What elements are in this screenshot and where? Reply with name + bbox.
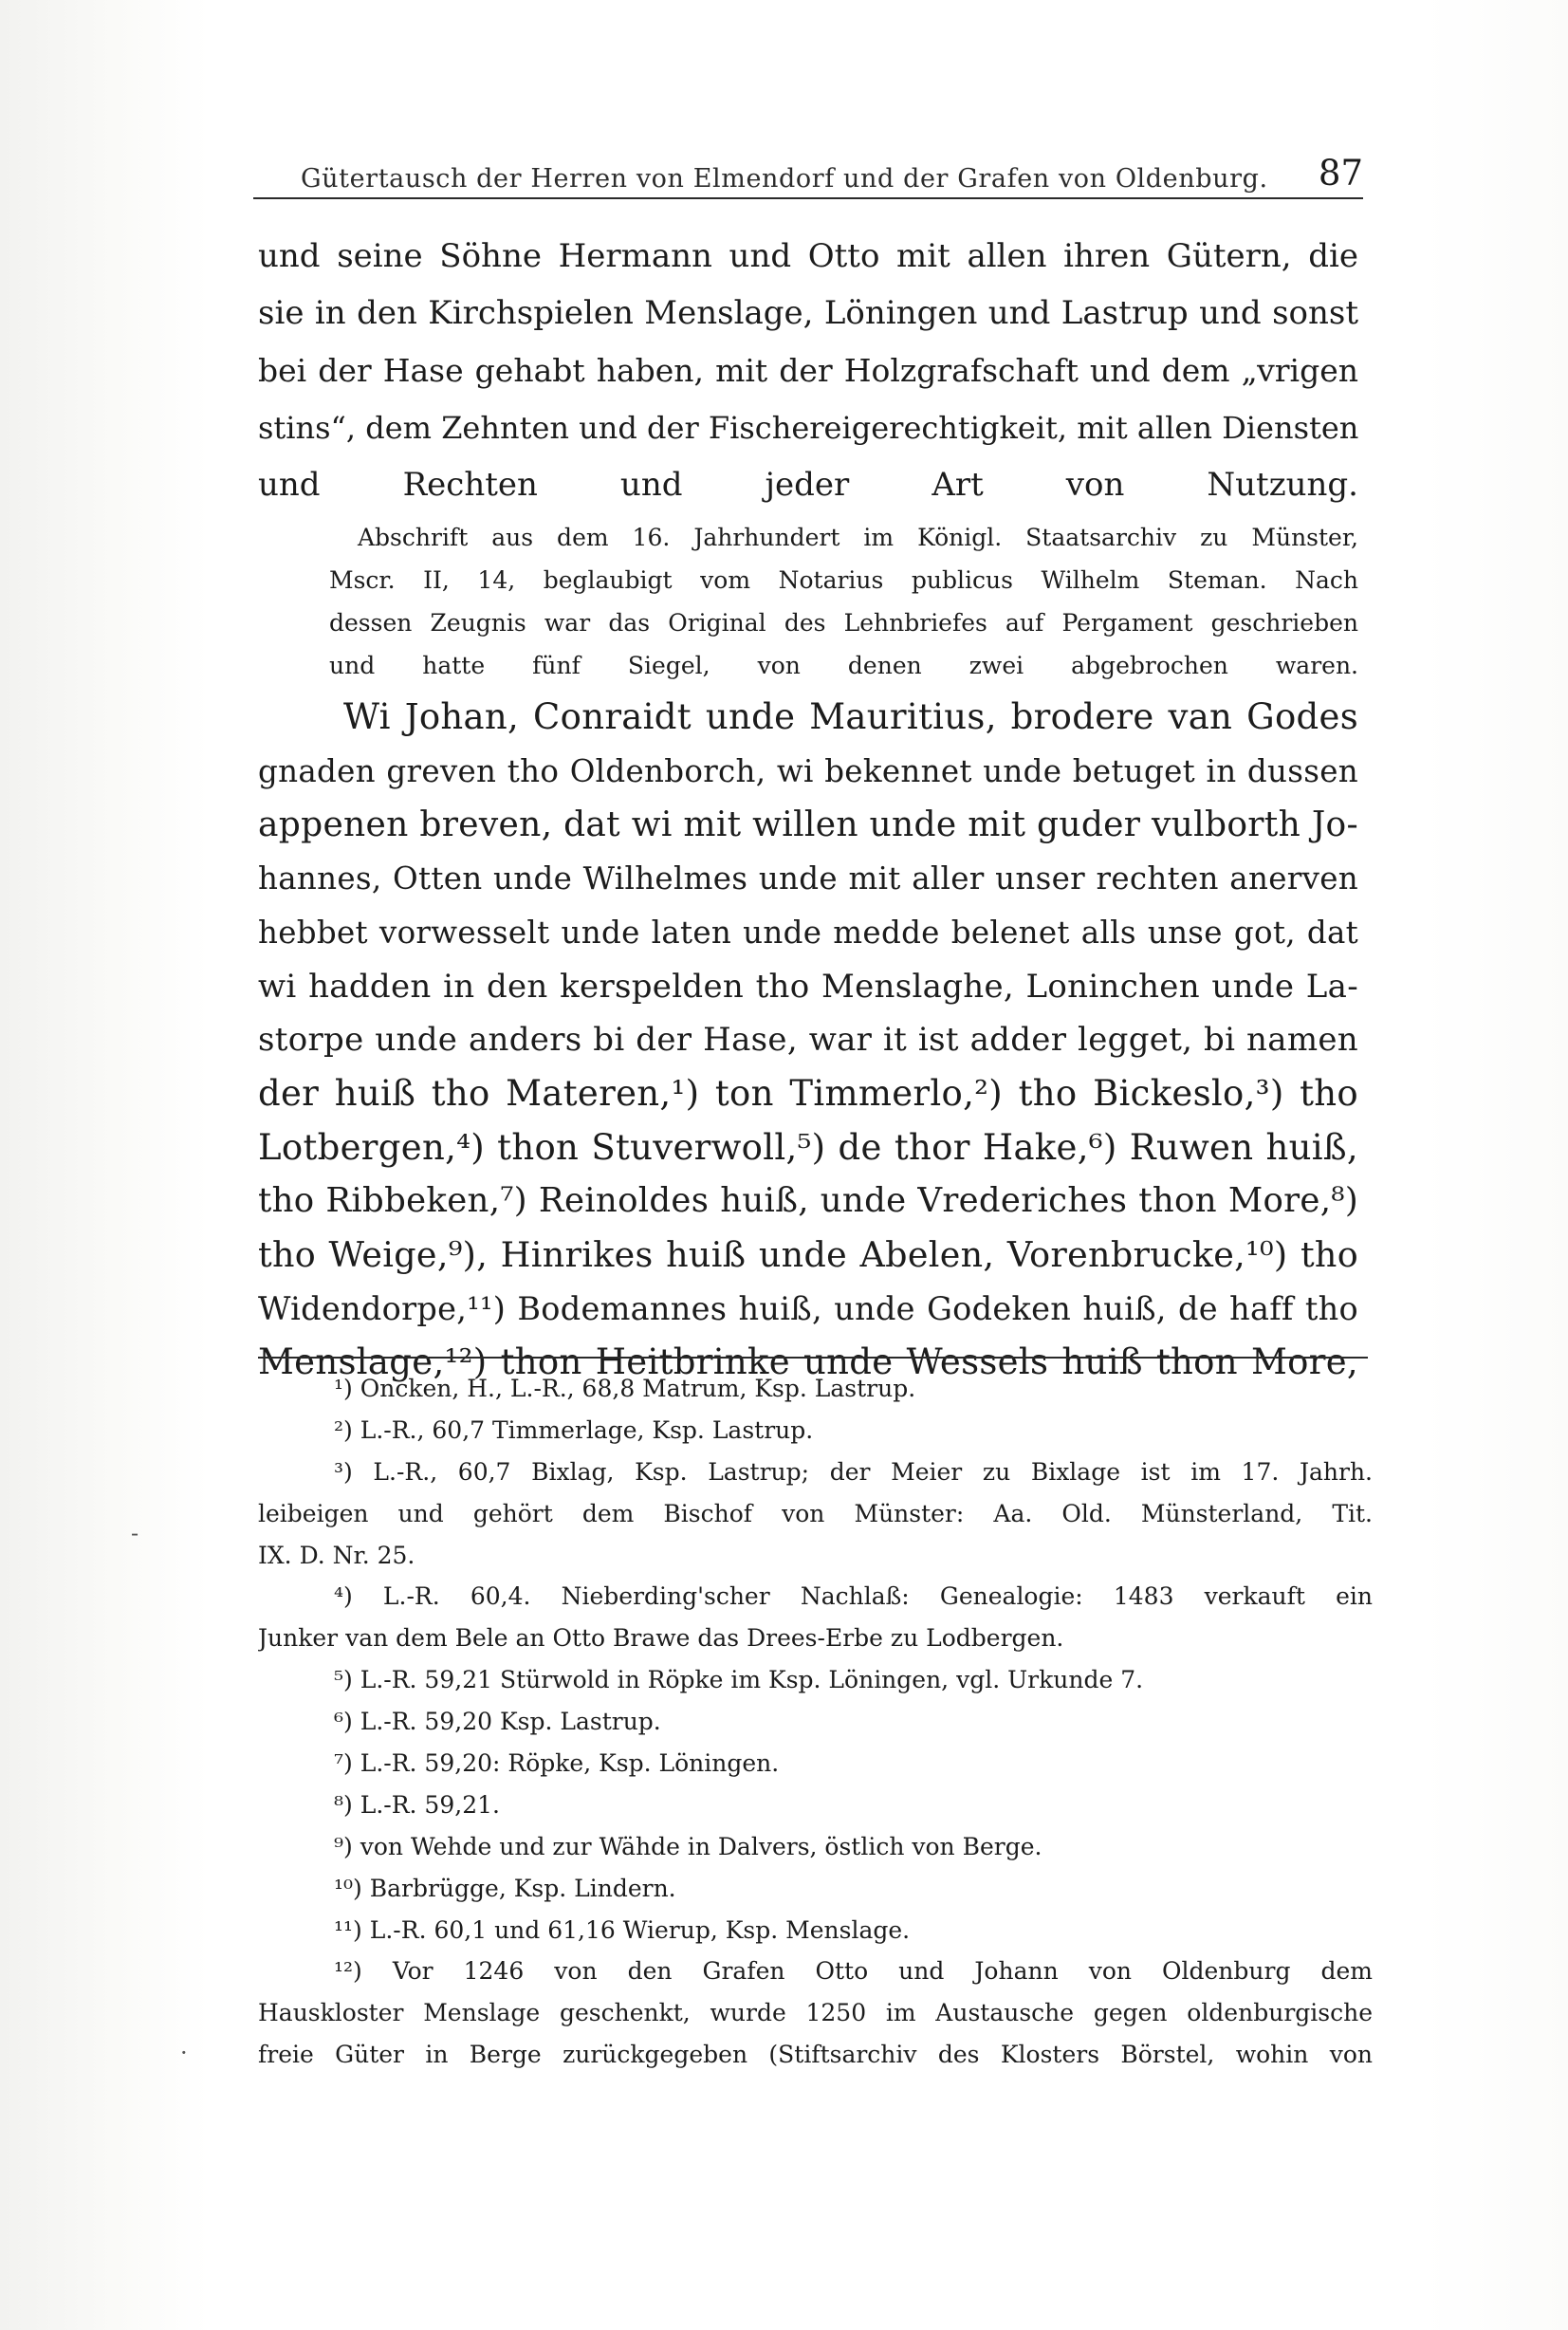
charter-line: Menslage,¹²) thon Heitbrinke unde Wessels huiß thon More, xyxy=(258,1341,1358,1383)
page-number: 87 xyxy=(1318,153,1363,194)
running-head xyxy=(301,140,1363,194)
footnote-line: IX. D. Nr. 25. xyxy=(258,1541,415,1569)
footnote-line: ²) L.-R., 60,7 Timmerlage, Ksp. Lastrup. xyxy=(334,1415,814,1444)
charter-line: der huiß tho Materen,¹) ton Timmerlo,²) tho Bickeslo,³) tho xyxy=(258,1073,1358,1115)
footnote-line: ⁴) L.-R. 60,4. Nieberding'scher Nachlaß: Genealogie: 1483 verkauft ein xyxy=(334,1582,1373,1611)
charter-line: Wi Johan, Conraidt unde Mauritius, brodere van Godes xyxy=(343,696,1358,738)
main-text xyxy=(258,228,1358,1390)
book-page xyxy=(249,0,1373,2330)
header-rule xyxy=(253,197,1363,199)
charter-line: hebbet vorwesselt unde laten unde medde belenet alls unse got, dat xyxy=(258,914,1358,951)
source-note xyxy=(258,517,1358,687)
footnote-line: ⁶) L.-R. 59,20 Ksp. Lastrup. xyxy=(334,1708,661,1736)
footnote-line: ¹) Oncken, H., L.-R., 68,8 Matrum, Ksp. Lastrup. xyxy=(334,1375,916,1402)
text-line: sie in den Kirchspielen Menslage, Löningen und Lastrup und sonst xyxy=(258,294,1358,333)
charter-line: hannes, Otten unde Wilhelmes unde mit aller unser rechten anerven xyxy=(258,860,1358,897)
lead-paragraph xyxy=(258,228,1358,513)
charter-line: wi hadden in den kerspelden tho Menslaghe, Loninchen unde La- xyxy=(258,967,1358,1006)
margin-mark: · xyxy=(180,2040,188,2066)
charter-line: appenen breven, dat wi mit willen unde mit guder vulborth Jo- xyxy=(258,804,1358,844)
footnote-line: ³) L.-R., 60,7 Bixlag, Ksp. Lastrup; der Meier zu Bixlage ist im 17. Jahrh. xyxy=(334,1457,1373,1486)
footnote-line: ¹²) Vor 1246 von den Grafen Otto und Johann von Oldenburg dem xyxy=(334,1957,1373,1986)
text-line: und seine Söhne Hermann und Otto mit allen ihren Gütern, die xyxy=(258,237,1358,275)
text-line: bei der Hase gehabt haben, mit der Holzgrafschaft und dem „vrigen xyxy=(258,351,1358,389)
footnote-line: freie Güter in Berge zurückgegeben (Stiftsarchiv des Klosters Börstel, wohin von xyxy=(258,2041,1373,2069)
footnote-line: Junker van dem Bele an Otto Brawe das Drees-Erbe zu Lodbergen. xyxy=(258,1624,1064,1653)
charter-line: Widendorpe,¹¹) Bodemannes huiß, unde Godeken huiß, de haff tho xyxy=(258,1289,1358,1327)
footnote-line: ⁷) L.-R. 59,20: Röpke, Ksp. Löningen. xyxy=(334,1749,780,1778)
source-note-line: Mscr. II, 14, beglaubigt vom Notarius publicus Wilhelm Steman. Nach xyxy=(329,566,1358,595)
charter-text xyxy=(258,691,1358,1390)
charter-line: tho Ribbeken,⁷) Reinoldes huiß, unde Vrederiches thon More,⁸) xyxy=(258,1181,1358,1221)
footnote-rule xyxy=(258,1357,1368,1359)
text-line: stins“, dem Zehnten und der Fischereigerechtigkeit, mit allen Diensten xyxy=(258,409,1358,446)
source-note-line: dessen Zeugnis war das Original des Lehnbriefes auf Pergament geschrieben xyxy=(329,608,1358,637)
footnote-line: ⁸) L.-R. 59,21. xyxy=(334,1790,500,1819)
text-line: und Rechten und jeder Art von Nutzung. xyxy=(258,466,1358,505)
footnote-line: ¹¹) L.-R. 60,1 und 61,16 Wierup, Ksp. Menslage. xyxy=(334,1915,911,1944)
source-note-line: und hatte fünf Siegel, von denen zwei abgebrochen waren. xyxy=(329,651,1358,679)
running-title: Gütertausch der Herren von Elmendorf und der Grafen von Oldenburg. xyxy=(301,164,1268,194)
footnote-line: ¹⁰) Barbrügge, Ksp. Lindern. xyxy=(334,1874,676,1902)
charter-line: storpe unde anders bi der Hase, war it ist adder legget, bi namen xyxy=(258,1021,1358,1060)
charter-line: gnaden greven tho Oldenborch, wi bekennet unde betuget in dussen xyxy=(258,752,1358,789)
footnotes xyxy=(258,1368,1373,2076)
footnote-line: Hauskloster Menslage geschenkt, wurde 1250 im Austausche gegen oldenburgische xyxy=(258,1999,1373,2027)
footnote-line: ⁵) L.-R. 59,21 Stürwold in Röpke im Ksp. Löningen, vgl. Urkunde 7. xyxy=(334,1666,1144,1694)
footnote-line: ⁹) von Wehde und zur Wähde in Dalvers, östlich von Berge. xyxy=(334,1832,1042,1860)
charter-line: tho Weige,⁹), Hinrikes huiß unde Abelen, Vorenbrucke,¹⁰) tho xyxy=(258,1234,1358,1276)
source-note-line: Abschrift aus dem 16. Jahrhundert im Königl. Staatsarchiv zu Münster, xyxy=(358,524,1358,552)
charter-line: Lotbergen,⁴) thon Stuverwoll,⁵) de thor Hake,⁶) Ruwen huiß, xyxy=(258,1126,1358,1168)
footnote-line: leibeigen und gehört dem Bischof von Münster: Aa. Old. Münsterland, Tit. xyxy=(258,1499,1373,1527)
margin-mark: - xyxy=(131,1520,139,1546)
